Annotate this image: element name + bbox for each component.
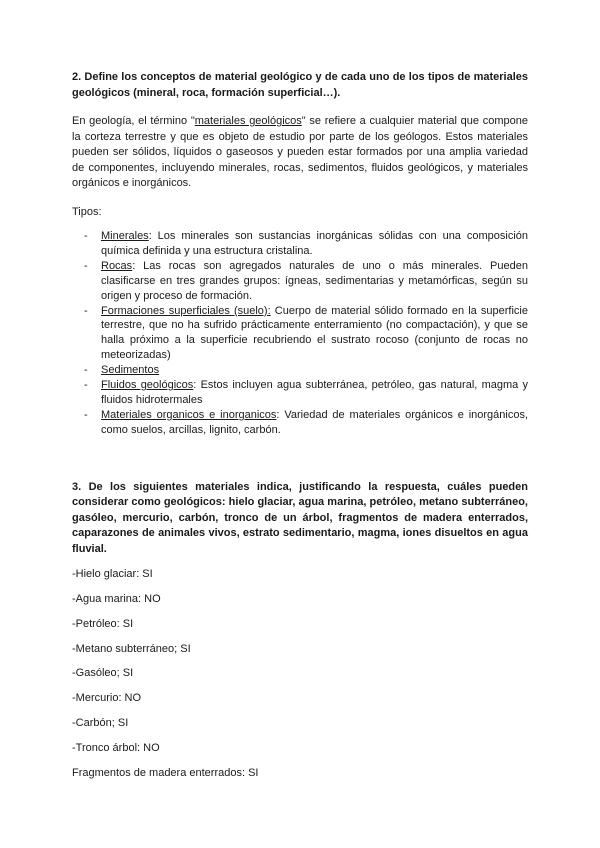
intro-text-after: " se refiere a cualquier material que compone la corteza terrestre y que es objeto de estudio por parte de los geólogos. Estos materiales pueden ser sólidos, líquidos o gaseosos y pueden estar formados por una amplia variedad de componentes, incluyendo minerales, rocas, sedimentos, fluidos geológicos, y materiales orgánicos e inorgánicos. <box>72 115 528 189</box>
type-description: Las rocas son agregados naturales de uno o más minerales. Pueden clasificarse en tres grandes grupos: ígneas, sedimentarias y metamórficas, según su origen y proceso de formación. <box>101 259 528 302</box>
answer-line: -Tronco árbol: NO <box>72 741 160 754</box>
type-item-sedimentos <box>72 363 528 378</box>
answer-line: -Metano subterráneo; SI <box>72 642 191 655</box>
type-separator: : <box>132 259 136 272</box>
type-description: Variedad de materiales orgánicos e inorgánicos, como suelos, arcillas, lignito, carbón. <box>101 408 529 436</box>
answer-line: -Mercurio: NO <box>72 692 142 705</box>
question-3-answers <box>72 567 528 781</box>
type-item-minerales <box>72 229 528 259</box>
type-item-fluidos-geologicos <box>72 378 528 408</box>
tipos-label: Tipos: <box>72 205 102 218</box>
type-term: Fluidos geológicos <box>101 379 194 392</box>
type-description: Estos incluyen agua subterránea, petróleo, gas natural, magma y fluidos hidrotermales <box>101 379 528 406</box>
type-description: Los minerales son sustancias inorgánicas sólidas con una composición química definida y una estructura cristalina. <box>101 230 528 257</box>
types-list <box>72 229 528 438</box>
type-term: Formaciones superficiales (suelo): <box>101 304 271 317</box>
answer-line: -Petróleo: SI <box>72 617 134 630</box>
type-separator: : <box>276 408 280 421</box>
type-term: Minerales <box>101 230 149 242</box>
intro-term-materiales-geologicos: materiales geológicos <box>194 115 302 127</box>
answer-line: -Agua marina: NO <box>72 592 161 605</box>
type-separator: : <box>148 230 152 242</box>
answer-line: Fragmentos de madera enterrados: SI <box>72 766 259 779</box>
question-3-title: 3. De los siguientes materiales indica, justificando la respuesta, cuáles pueden considerar como geológicos: hielo glaciar, agua marina, petróleo, metano subterráneo, gasóleo, mercurio, carbón, tronco de un árbol, fragmentos de madera enterrados, caparazones de animales vivos, estrato sedimentario, magma, iones disueltos en agua fluvial. <box>72 480 528 555</box>
document-page <box>72 70 528 790</box>
answer-line: -Carbón; SI <box>72 716 129 729</box>
type-term: Sedimentos <box>101 364 160 377</box>
type-term: Rocas <box>101 259 133 272</box>
type-item-materiales-organicos <box>72 408 528 438</box>
answer-line: -Hielo glaciar: SI <box>72 568 153 581</box>
type-item-formaciones-superficiales <box>72 304 528 364</box>
type-term: Materiales organicos e inorganicos <box>101 408 277 421</box>
question-2-title: 2. Define los conceptos de material geológico y de cada uno de los tipos de materiales geológicos (mineral, roca, formación superficial…). <box>72 71 528 99</box>
question-2-intro <box>72 114 528 192</box>
type-separator: : <box>193 379 197 392</box>
type-description: Cuerpo de material sólido formado en la superficie terrestre, que no ha sufrido prácticamente enterramiento (no compactación), y que se halla próximo a la superficie recubriendo el sustrato rocoso (conjunto de rocas no meteorizadas) <box>101 304 528 362</box>
type-item-rocas <box>72 259 528 304</box>
answer-line: -Gasóleo; SI <box>72 667 134 680</box>
intro-text-before: En geología, el término " <box>72 115 195 127</box>
